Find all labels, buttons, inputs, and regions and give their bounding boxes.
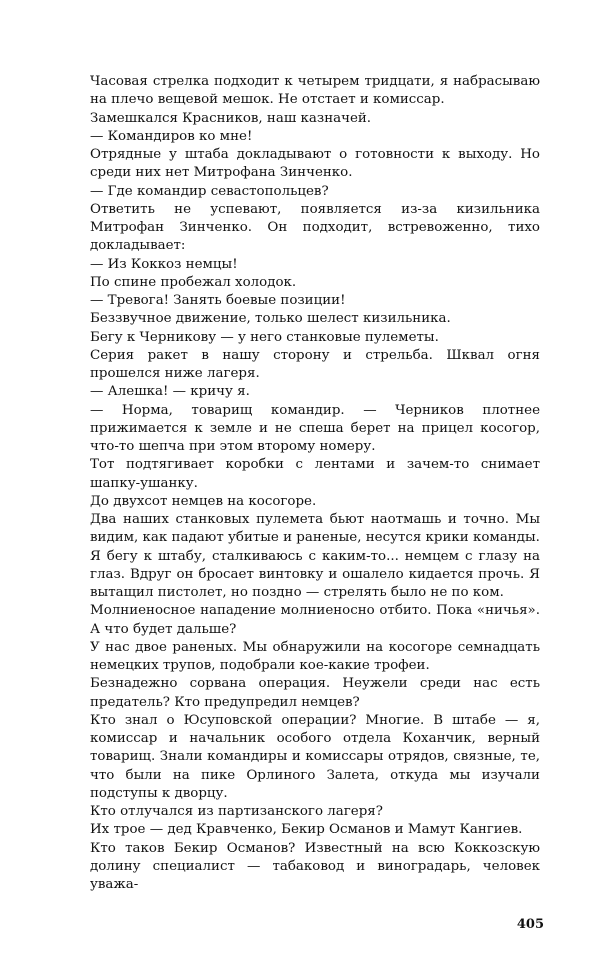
paragraph: — Из Коккоз немцы! xyxy=(90,256,238,272)
paragraph: — Где командир севастопольцев? xyxy=(90,183,329,199)
paragraph: Два наших станковых пулемета бьют наотмашь и точно. Мы видим, как падают убитые и раненые, несутся крики команды. xyxy=(90,512,540,546)
paragraph: Безнадежно сорвана операция. Неужели среди нас есть предатель? Кто предупредил немцев? xyxy=(90,676,540,710)
paragraph: Молниеносное нападение молниеносно отбито. Пока «ничья». А что будет дальше? xyxy=(90,603,540,637)
paragraph: Тот подтягивает коробки с лентами и зачем-то снимает шапку-ушанку. xyxy=(90,457,540,491)
page-number: 405 xyxy=(516,917,544,932)
paragraph: Кто таков Бекир Османов? Известный на всю Коккозскую долину специалист — табаковод и виноградарь, человек уважа- xyxy=(90,840,540,892)
paragraph: — Алешка! — кричу я. xyxy=(90,384,250,400)
paragraph: До двухсот немцев на косогоре. xyxy=(90,493,317,509)
paragraph: Кто знал о Юсуповской операции? Многие. В штабе — я, комиссар и начальник особого отдела Коханчик, верный товарищ. Знали командиры и комиссары отрядов, связные, те, что были на пике Орлиного Залета, откуда мы изучали подступы к дворцу. xyxy=(90,712,540,801)
paragraph: У нас двое раненых. Мы обнаружили на косогоре семнадцать немецких трупов, подобрали кое-какие трофеи. xyxy=(90,639,540,673)
paragraph: Кто отлучался из партизанского лагеря? xyxy=(90,804,383,819)
paragraph: — Тревога! Занять боевые позиции! xyxy=(90,293,346,308)
paragraph: Отрядные у штаба докладывают о готовности к выходу. Но среди них нет Митрофана Зинченко. xyxy=(90,147,540,181)
paragraph: Серия ракет в нашу сторону и стрельба. Шквал огня прошелся ниже лагеря. xyxy=(90,347,540,381)
paragraph: По спине пробежал холодок. xyxy=(90,274,297,290)
paragraph: — Норма, товарищ командир. — Черников плотнее прижимается к земле и не спеша берет на прицел косогор, что-то шепча при этом второму номеру. xyxy=(90,402,540,454)
paragraph: Я бегу к штабу, сталкиваюсь с каким-то... немцем с глазу на глаз. Вдруг он бросает винтовку и ошалело кидается прочь. Я вытащил пистолет, но поздно — стрелять было не по ком. xyxy=(90,548,540,600)
paragraph: Их трое — дед Кравченко, Бекир Османов и Мамут Кангиев. xyxy=(90,822,523,838)
paragraph: Замешкался Красников, наш казначей. xyxy=(90,110,372,126)
paragraph: Беззвучное движение, только шелест кизильника. xyxy=(90,311,451,327)
paragraph: Ответить не успевают, появляется из-за кизильника Митрофан Зинченко. Он подходит, встревоженно, тихо докладывает: xyxy=(90,201,540,254)
paragraph: — Командиров ко мне! xyxy=(90,128,253,144)
body-text xyxy=(90,73,540,894)
paragraph: Бегу к Черникову — у него станковые пулеметы. xyxy=(90,329,439,345)
paragraph: Часовая стрелка подходит к четырем тридцати, я набрасываю на плечо вещевой мешок. Не отстает и комиссар. xyxy=(90,74,540,108)
